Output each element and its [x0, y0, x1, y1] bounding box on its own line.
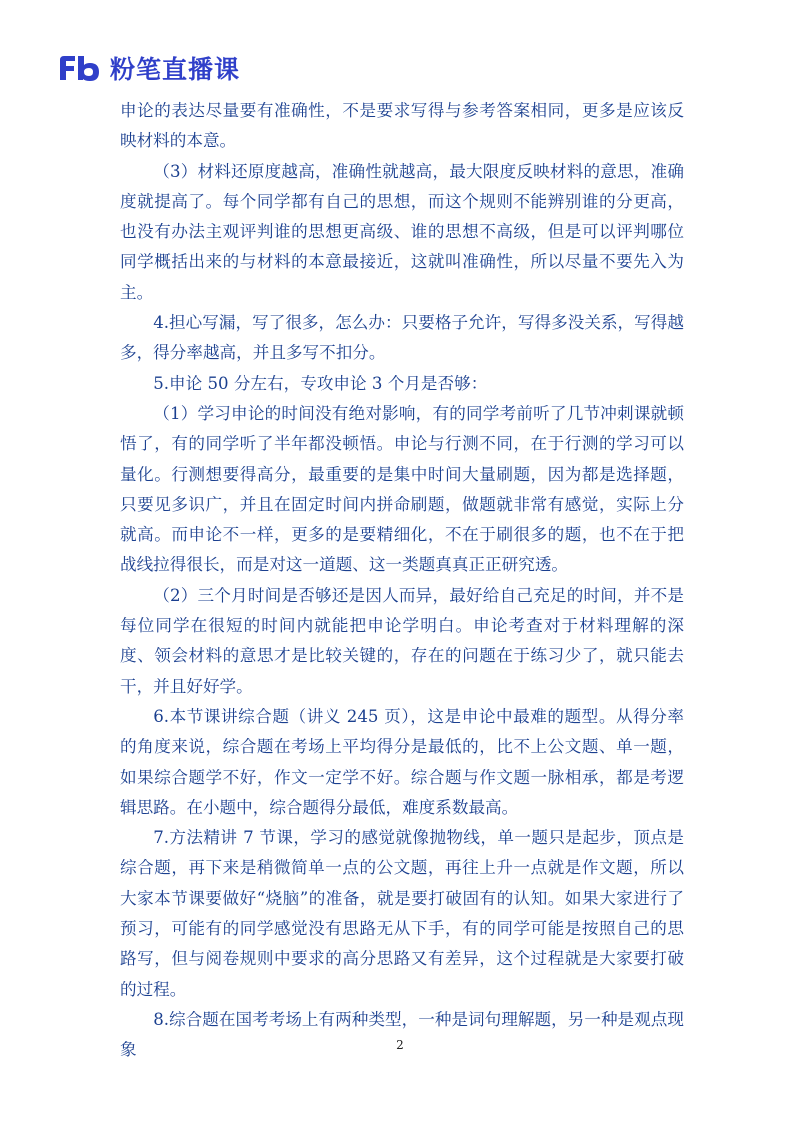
paragraph: 7.方法精讲 7 节课，学习的感觉就像抛物线，单一题只是起步，顶点是综合题，再下来是稍微简单一点的公文题，再往上升一点就是作文题，所以大家本节课要做好“烧脑”的准备，就是要打破固有的认知。如果大家进行了预习，可能有的同学感觉没有思路无从下手，有的同学可能是按照自己的思路写，但与阅卷规则中要求的高分思路又有差异，这个过程就是大家要打破的过程。 — [120, 828, 684, 999]
paragraph: （1）学习申论的时间没有绝对影响，有的同学考前听了几节冲刺课就顿悟了，有的同学听了半年都没顿悟。申论与行测不同，在于行测的学习可以量化。行测想要得高分，最重要的是集中时间大量刷题，因为都是选择题，只要见多识广，并且在固定时间内拼命刷题，做题就非常有感觉，实际上分就高。而申论不一样，更多的是要精细化，不在于刷很多的题，也不在于把战线拉得很长，而是对这一道题、这一类题真真正正研究透。 — [120, 403, 684, 575]
paragraph: 8.综合题在国考考场上有两种类型，一种是词句理解题，另一种是观点现象 — [120, 1009, 684, 1060]
paragraph: 5.申论 50 分左右，专攻申论 3 个月是否够： — [153, 373, 488, 393]
paragraph: （3）材料还原度越高，准确性就越高，最大限度反映材料的意思，准确度就提高了。每个同学都有自己的思想，而这个规则不能辨别谁的分更高，也没有办法主观评判谁的思想更高级、谁的思想不高级，但是可以评判哪位同学概括出来的与材料的本意最接近，这就叫准确性，所以尽量不要先入为主。 — [120, 161, 684, 302]
document-body — [120, 96, 684, 1066]
brand-name: 粉笔直播课 — [110, 55, 241, 84]
paragraph: 4.担心写漏，写了很多，怎么办：只要格子允许，写得多没关系，写得越多，得分率越高，并且多写不扣分。 — [120, 313, 684, 363]
paragraph: 6.本节课讲综合题（讲义 245 页），这是申论中最难的题型。从得分率的角度来说，综合题在考场上平均得分是最低的，比不上公文题、单一题，如果综合题学不好，作文一定学不好。综合题与作文题一脉相承，都是考逻辑思路。在小题中，综合题得分最低，难度系数最高。 — [120, 706, 684, 817]
paragraph: （2）三个月时间是否够还是因人而异，最好给自己充足的时间，并不是每位同学在很短的时间内就能把申论学明白。申论考查对于材料理解的深度、领会材料的意思才是比较关键的，存在的问题在于练习少了，就只能去干，并且好好学。 — [120, 585, 684, 696]
paragraph: 申论的表达尽量要有准确性，不是要求写得与参考答案相同，更多是应该反映材料的本意。 — [120, 101, 684, 151]
page-number: 2 — [396, 1038, 404, 1052]
brand-header — [58, 50, 240, 86]
fb-logo-icon — [58, 54, 104, 82]
